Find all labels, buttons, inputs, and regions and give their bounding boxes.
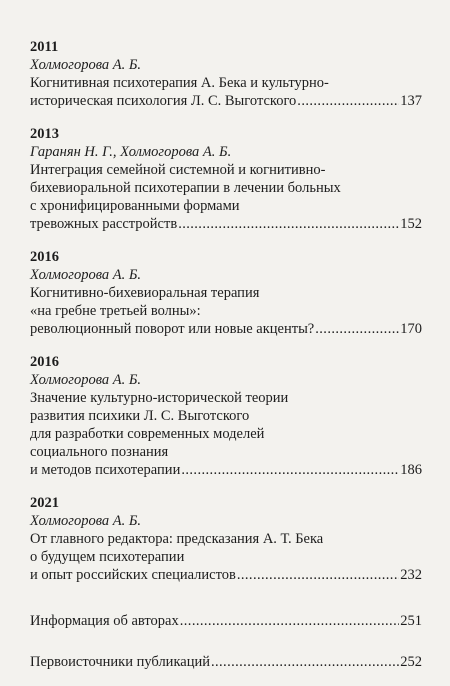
dot-leader (297, 92, 399, 110)
dot-leader (180, 612, 400, 630)
entry-title-line: Интеграция семейной системной и когнитивно- (30, 162, 326, 178)
dot-leader (211, 653, 399, 671)
entry-title-line: для разработки современных моделей (30, 426, 265, 442)
toc-extra-entry (30, 612, 422, 630)
toc-entry (30, 38, 422, 110)
entry-title-line: о будущем психотерапии (30, 549, 185, 565)
entry-title-line: От главного редактора: предсказания А. Т. Бека (30, 531, 324, 547)
section-title: Информация об авторах (30, 613, 179, 629)
dot-leader (315, 320, 399, 338)
sources-line (30, 653, 422, 671)
entry-title-line: с хронифицированными формами (30, 198, 240, 214)
entry-year: 2016 (30, 249, 59, 265)
entry-title-line: Когнитивная психотерапия А. Бека и культурно- (30, 75, 329, 91)
entry-title-line: социального познания (30, 444, 169, 460)
entry-year: 2013 (30, 126, 59, 142)
entry-title-line: развития психики Л. С. Выготского (30, 408, 250, 424)
section-title: Первоисточники публикаций (30, 654, 210, 670)
entry-title-line: бихевиоральной психотерапии в лечении больных (30, 180, 341, 196)
page-number: 252 (400, 654, 422, 670)
page-number: 232 (400, 567, 422, 583)
page-number: 152 (400, 216, 422, 232)
dot-leader (178, 215, 399, 233)
entry-authors: Холмогорова А. Б. (30, 267, 142, 283)
toc-extra-entry (30, 653, 422, 671)
entry-authors: Холмогорова А. Б. (30, 57, 142, 73)
entry-title-last-line (30, 320, 422, 338)
entry-title-line: революционный поворот или новые акценты? (30, 321, 315, 337)
table-of-contents (30, 38, 422, 686)
toc-entry (30, 248, 422, 338)
entry-title-line: и методов психотерапии (30, 462, 181, 478)
entry-year: 2021 (30, 495, 59, 511)
toc-entry (30, 494, 422, 584)
entry-authors: Холмогорова А. Б. (30, 513, 142, 529)
page-number: 251 (400, 613, 422, 629)
entry-title-line: «на гребне третьей волны»: (30, 303, 201, 319)
entry-title-last-line (30, 215, 422, 233)
toc-entry (30, 125, 422, 233)
entry-title-last-line (30, 461, 422, 479)
page-number: 186 (400, 462, 422, 478)
page-number: 170 (400, 321, 422, 337)
toc-entry (30, 353, 422, 479)
authors-info-line (30, 612, 422, 630)
entry-title-last-line (30, 92, 422, 110)
entry-title-last-line (30, 566, 422, 584)
page-number: 137 (400, 93, 422, 109)
entry-title-line: тревожных расстройств (30, 216, 178, 232)
entry-title-line: и опыт российских специалистов (30, 567, 236, 583)
entry-title-line: историческая психология Л. С. Выготского (30, 93, 297, 109)
entry-title-line: Когнитивно-бихевиоральная терапия (30, 285, 260, 301)
entry-year: 2016 (30, 354, 59, 370)
dot-leader (181, 461, 399, 479)
dot-leader (237, 566, 399, 584)
entry-authors: Холмогорова А. Б. (30, 372, 142, 388)
entry-authors: Гаранян Н. Г., Холмогорова А. Б. (30, 144, 232, 160)
entry-title-line: Значение культурно-исторической теории (30, 390, 289, 406)
entry-year: 2011 (30, 39, 59, 55)
